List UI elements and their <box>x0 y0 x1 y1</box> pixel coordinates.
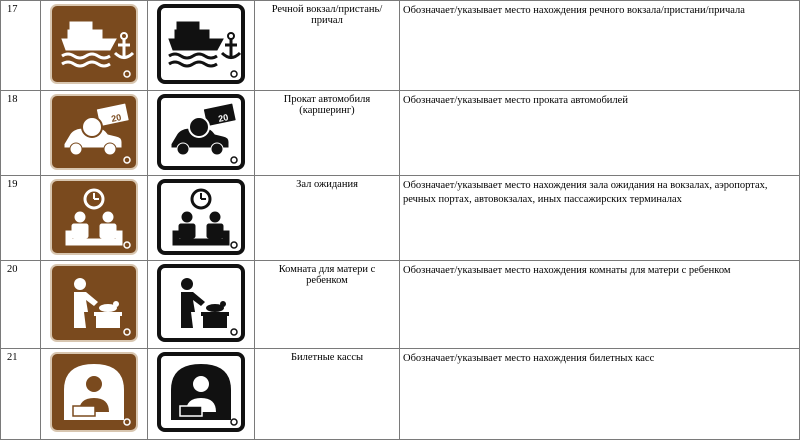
sign-name: Речной вокзал/пристань/причал <box>255 1 400 91</box>
ticket-office-brown-icon <box>50 352 138 432</box>
table-row <box>1 1 800 91</box>
table-row <box>1 349 800 440</box>
sign-name: Прокат автомобиля (каршеринг) <box>255 91 400 176</box>
table-row <box>1 91 800 176</box>
sign-description: Обозначает/указывает место нахождения комнаты для матери с ребенком <box>400 261 800 349</box>
sign-name: Зал ожидания <box>255 176 400 261</box>
car-rental-black-icon <box>157 94 245 170</box>
row-number: 21 <box>1 349 41 440</box>
sign-description: Обозначает/указывает место нахождения билетных касс <box>400 349 800 440</box>
sign-description: Обозначает/указывает место нахождения зала ожидания на вокзалах, аэропортах, речных портах, автовокзалах, иных пассажирских терминалах <box>400 176 800 261</box>
river-station-black-icon <box>157 4 245 84</box>
row-number: 20 <box>1 261 41 349</box>
sign-name: Комната для матери с ребенком <box>255 261 400 349</box>
waiting-room-black-icon <box>157 179 245 255</box>
sign-description: Обозначает/указывает место нахождения речного вокзала/пристани/причала <box>400 1 800 91</box>
sign-name: Билетные кассы <box>255 349 400 440</box>
sign-description: Обозначает/указывает место проката автомобилей <box>400 91 800 176</box>
mother-child-room-black-icon <box>157 264 245 342</box>
table-row <box>1 176 800 261</box>
car-rental-price-badge: 20 <box>217 112 230 124</box>
mother-child-room-brown-icon <box>50 264 138 342</box>
table-row <box>1 261 800 349</box>
car-rental-brown-icon <box>50 94 138 170</box>
waiting-room-brown-icon <box>50 179 138 255</box>
car-rental-price-badge: 20 <box>110 112 123 124</box>
ticket-office-black-icon <box>157 352 245 432</box>
river-station-brown-icon <box>50 4 138 84</box>
row-number: 19 <box>1 176 41 261</box>
row-number: 17 <box>1 1 41 91</box>
row-number: 18 <box>1 91 41 176</box>
